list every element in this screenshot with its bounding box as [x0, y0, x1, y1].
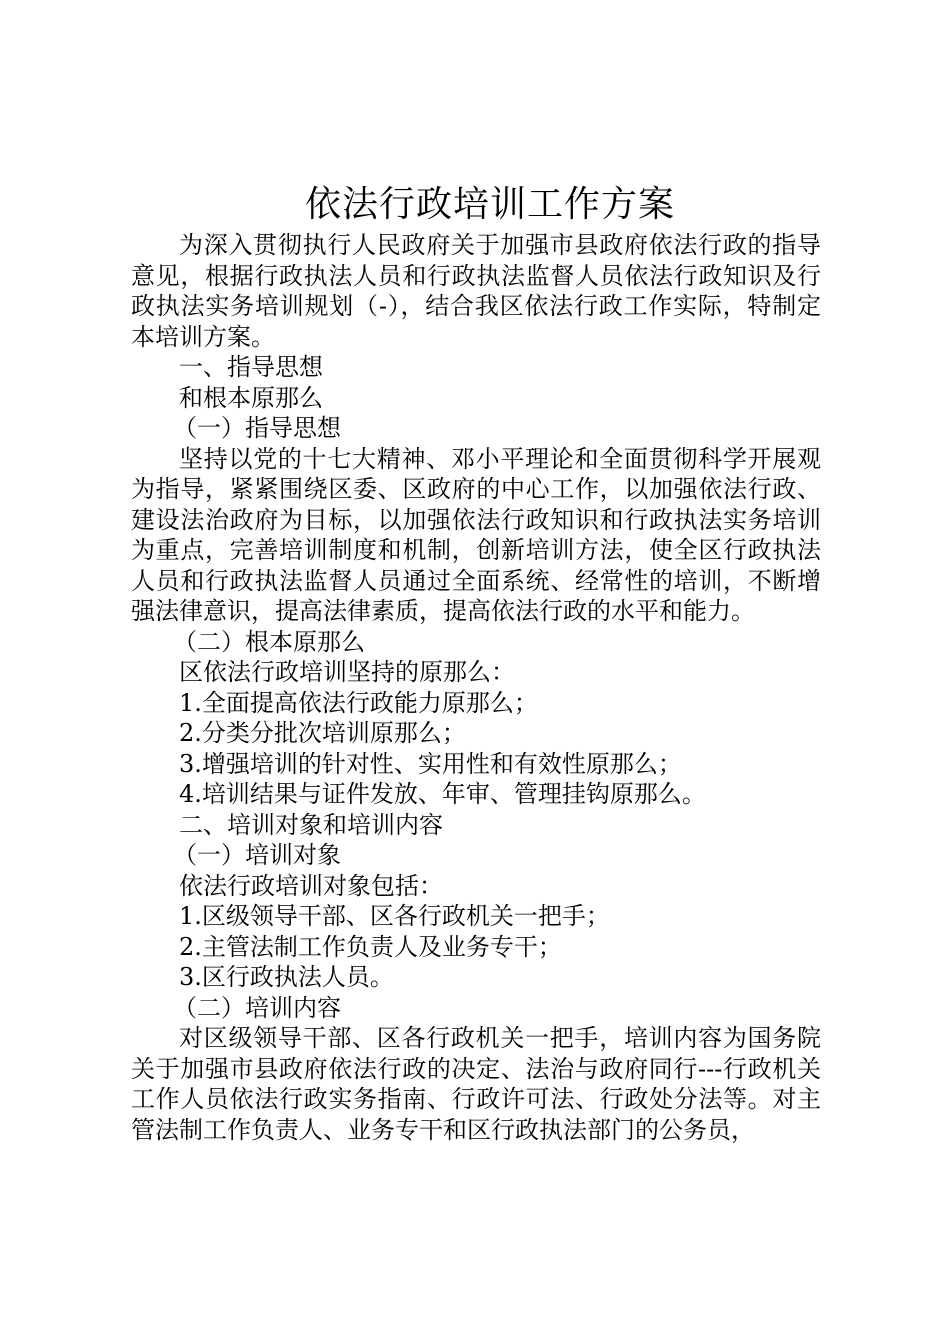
- body-paragraph: 二、培训对象和培训内容: [179, 810, 443, 839]
- body-paragraph: 2.分类分批次培训原那么；: [179, 719, 466, 747]
- body-paragraph: 3.增强培训的针对性、实用性和有效性原那么；: [179, 749, 682, 778]
- document-body: [131, 230, 821, 1145]
- body-paragraph: 依法行政培训对象包括：: [179, 871, 443, 900]
- body-paragraph: 区依法行政培训坚持的原那么：: [179, 658, 515, 686]
- body-paragraph: 对区级领导干部、区各行政机关一把手，培训内容为国务院关于加强市县政府依法行政的决定、法治与政府同行---行政机关工作人员依法行政实务指南、行政许可法、行政处分法等。对主管法制工作负责人、业务专干和区行政执法部门的公务员，: [131, 1024, 821, 1144]
- body-paragraph: 坚持以党的十七大精神、邓小平理论和全面贯彻科学开展观为指导，紧紧围绕区委、区政府的中心工作，以加强依法行政、建设法治政府为目标，以加强依法行政知识和行政执法实务培训为重点，完善培训制度和机制，创新培训方法，使全区行政执法人员和行政执法监督人员通过全面系统、经常性的培训，不断增强法律意识，提高法律素质，提高依法行政的水平和能力。: [131, 444, 821, 625]
- body-paragraph: 4.培训结果与证件发放、年审、管理挂钩原那么。: [179, 780, 706, 808]
- body-paragraph: 1.区级领导干部、区各行政机关一把手；: [179, 902, 610, 930]
- document-title: 依法行政培训工作方案: [304, 184, 675, 225]
- body-paragraph: （一）培训对象: [173, 841, 341, 869]
- body-paragraph: （二）根本原那么: [173, 627, 365, 656]
- document-page: [131, 180, 821, 1145]
- body-paragraph: 1.全面提高依法行政能力原那么；: [179, 688, 538, 717]
- body-paragraph: 一、指导思想: [179, 353, 323, 381]
- body-paragraph: 3.区行政执法人员。: [179, 963, 394, 991]
- body-paragraph: 和根本原那么: [179, 383, 323, 412]
- body-paragraph: （一）指导思想: [173, 414, 341, 442]
- body-paragraph: （二）培训内容: [173, 993, 341, 1022]
- body-paragraph: 为深入贯彻执行人民政府关于加强市县政府依法行政的指导意见，根据行政执法人员和行政执法监督人员依法行政知识及行政执法实务培训规划（-），结合我区依法行政工作实际，特制定本培训方案。: [131, 231, 821, 351]
- body-paragraph: 2.主管法制工作负责人及业务专干；: [179, 932, 562, 961]
